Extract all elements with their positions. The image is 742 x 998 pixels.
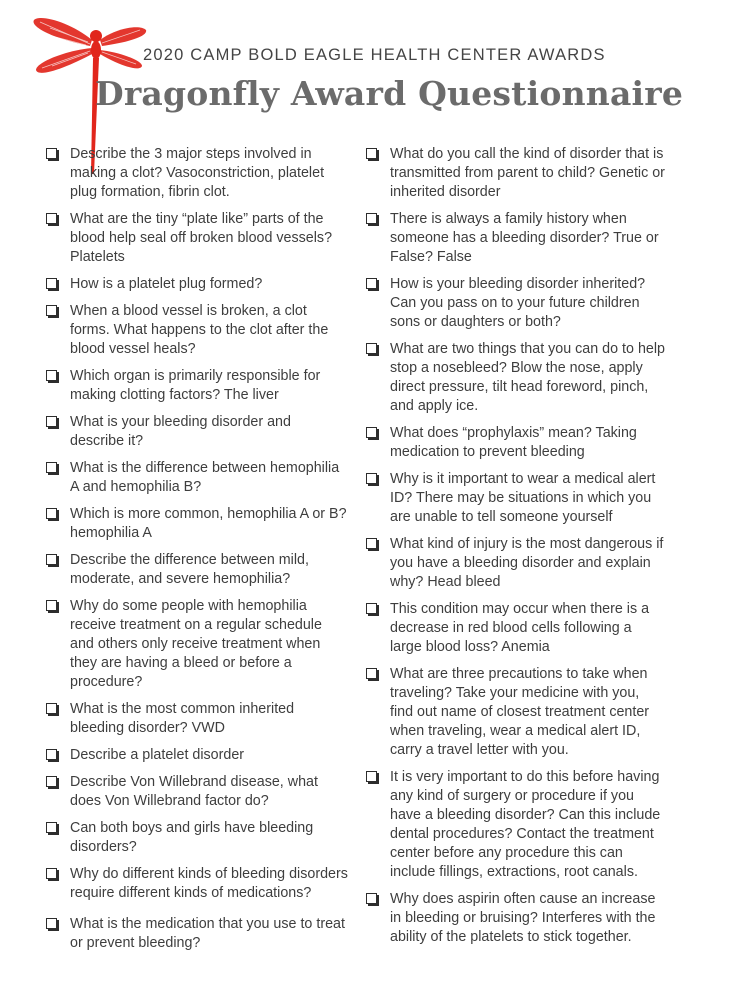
checkbox[interactable] (46, 868, 57, 879)
question-item (366, 340, 666, 416)
question-item (46, 597, 348, 692)
question-text: Why is it important to wear a medical alert ID? There may be situations in which you are unable to tell someone yourself (390, 471, 656, 525)
checkbox[interactable] (46, 918, 57, 929)
checkbox[interactable] (366, 668, 377, 679)
checkbox[interactable] (366, 771, 377, 782)
question-item (46, 746, 348, 765)
question-item (366, 600, 666, 657)
checkbox[interactable] (366, 278, 377, 289)
question-item (46, 210, 348, 267)
award-subtitle: 2020 CAMP BOLD EAGLE HEALTH CENTER AWARDS (143, 46, 606, 64)
question-text: Which organ is primarily responsible for making clotting factors? The liver (70, 368, 321, 403)
question-text: When a blood vessel is broken, a clot forms. What happens to the clot after the blood vessel heals? (70, 303, 329, 357)
question-item (46, 367, 348, 405)
question-item (46, 773, 348, 811)
checkbox[interactable] (46, 370, 57, 381)
question-item (366, 890, 666, 947)
checkbox[interactable] (366, 538, 377, 549)
checkbox[interactable] (366, 473, 377, 484)
question-text: Describe a platelet disorder (70, 747, 245, 763)
checkbox[interactable] (46, 703, 57, 714)
checkbox[interactable] (46, 508, 57, 519)
checkbox[interactable] (46, 776, 57, 787)
question-item (46, 551, 348, 589)
checkbox[interactable] (46, 600, 57, 611)
question-item (366, 424, 666, 462)
question-text: Which is more common, hemophilia A or B? hemophilia A (70, 506, 347, 541)
checkbox[interactable] (366, 603, 377, 614)
question-text: What is the difference between hemophilia A and hemophilia B? (70, 460, 340, 495)
question-item (46, 915, 348, 953)
question-text: What are three precautions to take when traveling? Take your medicine with you, find out name of closest treatment center when traveling, wear a medical alert ID, carry a travel letter with you. (390, 666, 650, 758)
question-text: It is very important to do this before having any kind of surgery or procedure if you have a bleeding disorder? Can this include dental procedures? Contact the treatment center before any procedure this can include fillings, extractions, root canals. (390, 769, 661, 880)
checkbox[interactable] (46, 416, 57, 427)
question-text: There is always a family history when someone has a bleeding disorder? True or False? False (390, 211, 659, 265)
question-item (46, 302, 348, 359)
question-item (366, 275, 666, 332)
question-item (366, 470, 666, 527)
question-item (46, 700, 348, 738)
question-text: Why do some people with hemophilia receive treatment on a regular schedule and others only receive treatment when they are having a bleed or before a procedure? (70, 598, 322, 690)
page-title: Dragonfly Award Questionnaire (95, 74, 684, 113)
question-text: What is the medication that you use to treat or prevent bleeding? (70, 916, 345, 951)
question-text: What are two things that you can do to help stop a nosebleed? Blow the nose, apply direct pressure, tilt head foreword, pinch, and apply ice. (390, 341, 665, 414)
question-item (46, 819, 348, 857)
checkbox[interactable] (46, 749, 57, 760)
questions-right-column (366, 145, 666, 947)
question-item (46, 505, 348, 543)
question-text: Describe the 3 major steps involved in making a clot? Vasoconstriction, platelet plug formation, fibrin clot. (70, 146, 325, 200)
checkbox[interactable] (46, 213, 57, 224)
checkbox[interactable] (46, 278, 57, 289)
question-text: What does “prophylaxis” mean? Taking medication to prevent bleeding (390, 425, 637, 460)
checkbox[interactable] (46, 822, 57, 833)
question-text: Describe the difference between mild, moderate, and severe hemophilia? (70, 552, 309, 587)
checkbox[interactable] (366, 148, 377, 159)
question-text: Can both boys and girls have bleeding disorders? (70, 820, 314, 855)
checkbox[interactable] (366, 427, 377, 438)
question-item (366, 145, 666, 202)
question-text: How is a platelet plug formed? (70, 276, 263, 292)
question-text: What is your bleeding disorder and describe it? (70, 414, 291, 449)
question-item (366, 768, 666, 882)
question-text: Describe Von Willebrand disease, what does Von Willebrand factor do? (70, 774, 318, 809)
checkbox[interactable] (46, 305, 57, 316)
question-text: This condition may occur when there is a decrease in red blood cells following a large blood loss? Anemia (390, 601, 650, 655)
question-text: Why does aspirin often cause an increase in bleeding or bruising? Interferes with the ability of the platelets to stick together. (390, 891, 656, 945)
question-item (46, 865, 348, 903)
checkbox[interactable] (46, 462, 57, 473)
question-text: What kind of injury is the most dangerous if you have a bleeding disorder and explain why? Head bleed (390, 536, 664, 590)
questions-left-column (46, 145, 348, 953)
checkbox[interactable] (366, 213, 377, 224)
question-item (46, 145, 348, 202)
checkbox[interactable] (46, 554, 57, 565)
question-text: What is the most common inherited bleeding disorder? VWD (70, 701, 295, 736)
question-item (366, 665, 666, 760)
question-text: What are the tiny “plate like” parts of the blood help seal off broken blood vessels? Platelets (70, 211, 333, 265)
question-text: How is your bleeding disorder inherited? Can you pass on to your future children sons or daughters or both? (390, 276, 646, 330)
question-item (46, 275, 348, 294)
question-item (46, 459, 348, 497)
question-text: Why do different kinds of bleeding disorders require different kinds of medications? (70, 866, 348, 901)
question-item (46, 413, 348, 451)
checkbox[interactable] (46, 148, 57, 159)
checkbox[interactable] (366, 893, 377, 904)
question-item (366, 535, 666, 592)
question-item (366, 210, 666, 267)
checkbox[interactable] (366, 343, 377, 354)
question-text: What do you call the kind of disorder that is transmitted from parent to child? Genetic or inherited disorder (390, 146, 665, 200)
